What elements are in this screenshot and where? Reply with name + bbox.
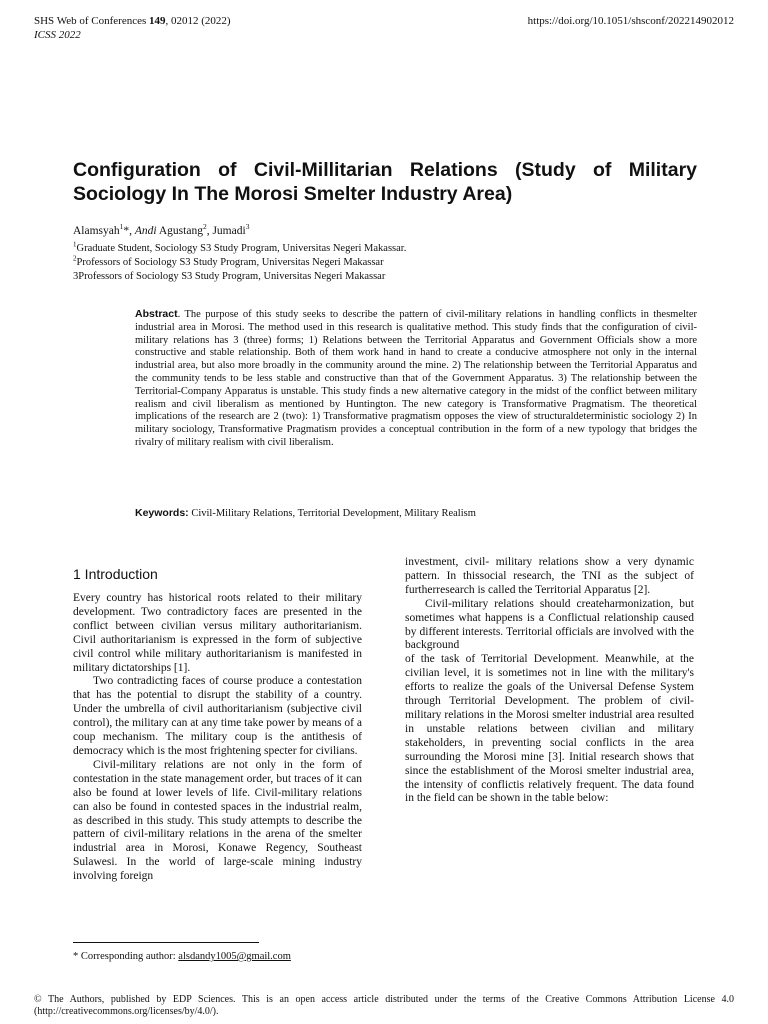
conference-name: ICSS 2022 [34,29,81,41]
abstract-label: Abstract [135,308,178,320]
paragraph: of the task of Territorial Development. Meanwhile, at the civilian level, it is sometimes not in line with the military's efforts to realize the goals of the Universal Defense System through Territorial Development. The problem of civil-military relations in the Morosi smelter industrial area resulted in unstable relations between civilian and military stakeholders, in preventing social conflicts in the area surrounding the Morosi mine [3]. Initial research shows that since the establishment of the Morosi smelter industrial area, the intensity of conflictis relatively frequent. The data found in the field can be shown in the table below: [405,653,694,805]
author-2-last-name: Agustang [156,225,203,237]
author-2-affil-marker: 2 [202,222,207,232]
paragraph: Civil-military relations are not only in the form of contestation in the state management order, but traces of it can also be found at lower levels of life. Civil-military relations can also be found in contested spaces in the industrial realm, as described in this study. This study attempts to describe the pattern of civil-military relations in the arena of the smelter industrial area in Morosi, Konawe Regency, Southeast Sulawesi. In the world of large-scale mining industry involving foreign [73,758,362,883]
doi-link[interactable]: https://doi.org/10.1051/shsconf/202214902012 [527,15,734,27]
corresponding-author-marker: * [123,225,130,237]
author-3-affil-marker: 3 [245,222,250,232]
running-header-left [34,14,231,42]
journal-name: SHS Web of Conferences [34,15,150,27]
affiliation-list [73,242,406,284]
author-list: Alamsyah$^1$*, Andi Agustang$^2$, Jumadi$^3$ [73,222,250,237]
article-number: , 02012 (2022) [165,15,231,27]
body-column-left [73,592,362,884]
license-notice: © The Authors, published by EDP Sciences. This is an open access article distributed under the terms of the Creative Commons Attribution License 4.0 (http://creativecommons.org/licenses/by/4.0/). [34,994,734,1017]
paragraph: Every country has historical roots related to their military development. Two contradictory faces are presented in the conflict between civilian versus military authoritarianism. Civil authoritarianism is expressed in the form of subjective civil control while military authoritarianism is manifested in military dictatorships [1]. [73,592,362,674]
author-3: Jumadi [212,225,246,237]
footnote-label: * Corresponding author: [73,951,179,962]
affiliation-1-text: Graduate Student, Sociology S3 Study Program, Universitas Negeri Makassar. [76,243,407,254]
affiliation-2-text: Professors of Sociology S3 Study Program, Universitas Negeri Makassar [76,257,384,268]
paper-title: Configuration of Civil-Millitarian Relations (Study of Military Sociology In The Morosi Smelter Industry Area) [73,159,697,205]
journal-citation [34,14,231,28]
keywords [135,507,697,520]
author-2-first-name: Andi [134,225,157,237]
affiliation-1-marker: 1 [73,240,77,249]
abstract-text: . The purpose of this study seeks to describe the pattern of civil-military relations in handling conflicts in thesmelter industrial area in Morosi. The method used in this research is qualitative method. This study finds that the configuration of civil-military relations has 3 (three) forms; 1) Relations between the Territorial Apparatus and Government Officials show a more constructive and stable relationship. Both of them work hand in hand to create a conducive atmosphere not only in the internal industrial area, but also more broadly in the community around the mine. 2) The relationship between the Territorial Apparatus and the community tends to be less stable and constructive than that of the Government Apparatus. 3) The relationship between the Territorial-Company Apparatus is unstable. This study finds a new alternative category in the midst of the conflict between military realism and civil liberalism as mentioned by Huntington. The new category is Transformative Pragmatism. The theoretical implications of the research are 2 (two): 1) Transformative pragmatism opposes the view of structuraldeterministic sociology 2) In military sociology, Transformative Pragmatism provides a conceptual contribution in the form of a new typology that bridges the rivalry of military realism with civil liberalism. [135,309,697,448]
paragraph: Civil-military relations should createharmonization, but sometimes what happens is a Conflictual relationship caused by different interests. Territorial officials are involved with the background [405,597,694,652]
journal-volume: 149 [149,15,166,27]
affiliation-3 [73,270,406,284]
paragraph: Two contradicting faces of course produce a contestation that has the potential to disrupt the stability of a country. Under the umbrella of civil authoritarianism (subjective civil control), the military can at any time take power by means of a coup mechanism. The military coup is the antithesis of democracy which is the most frightening specter for civilians. [73,675,362,757]
abstract [135,308,697,450]
corresponding-author-footnote [73,950,291,963]
author-email-link[interactable]: alsdandy1005@gmail.com [178,951,291,962]
paragraph: investment, civil- military relations show a very dynamic pattern. In thissocial research, the TNI as the subject of furtherresearch is called the Territorial Apparatus [2]. [405,556,694,596]
affiliation-2 [73,256,406,270]
footnote-divider [73,942,259,943]
affiliation-1 [73,242,406,256]
keywords-text: Civil-Military Relations, Territorial Development, Military Realism [188,508,476,519]
keywords-label: Keywords: [135,507,189,519]
section-heading-introduction: 1 Introduction [73,566,158,582]
author-1: Alamsyah [73,225,120,237]
body-column-right [405,556,694,806]
affiliation-2-marker: 2 [73,254,77,263]
author-1-affil-marker: 1 [119,222,124,232]
affiliation-3-text: 3Professors of Sociology S3 Study Program, Universitas Negeri Makassar [73,271,386,282]
